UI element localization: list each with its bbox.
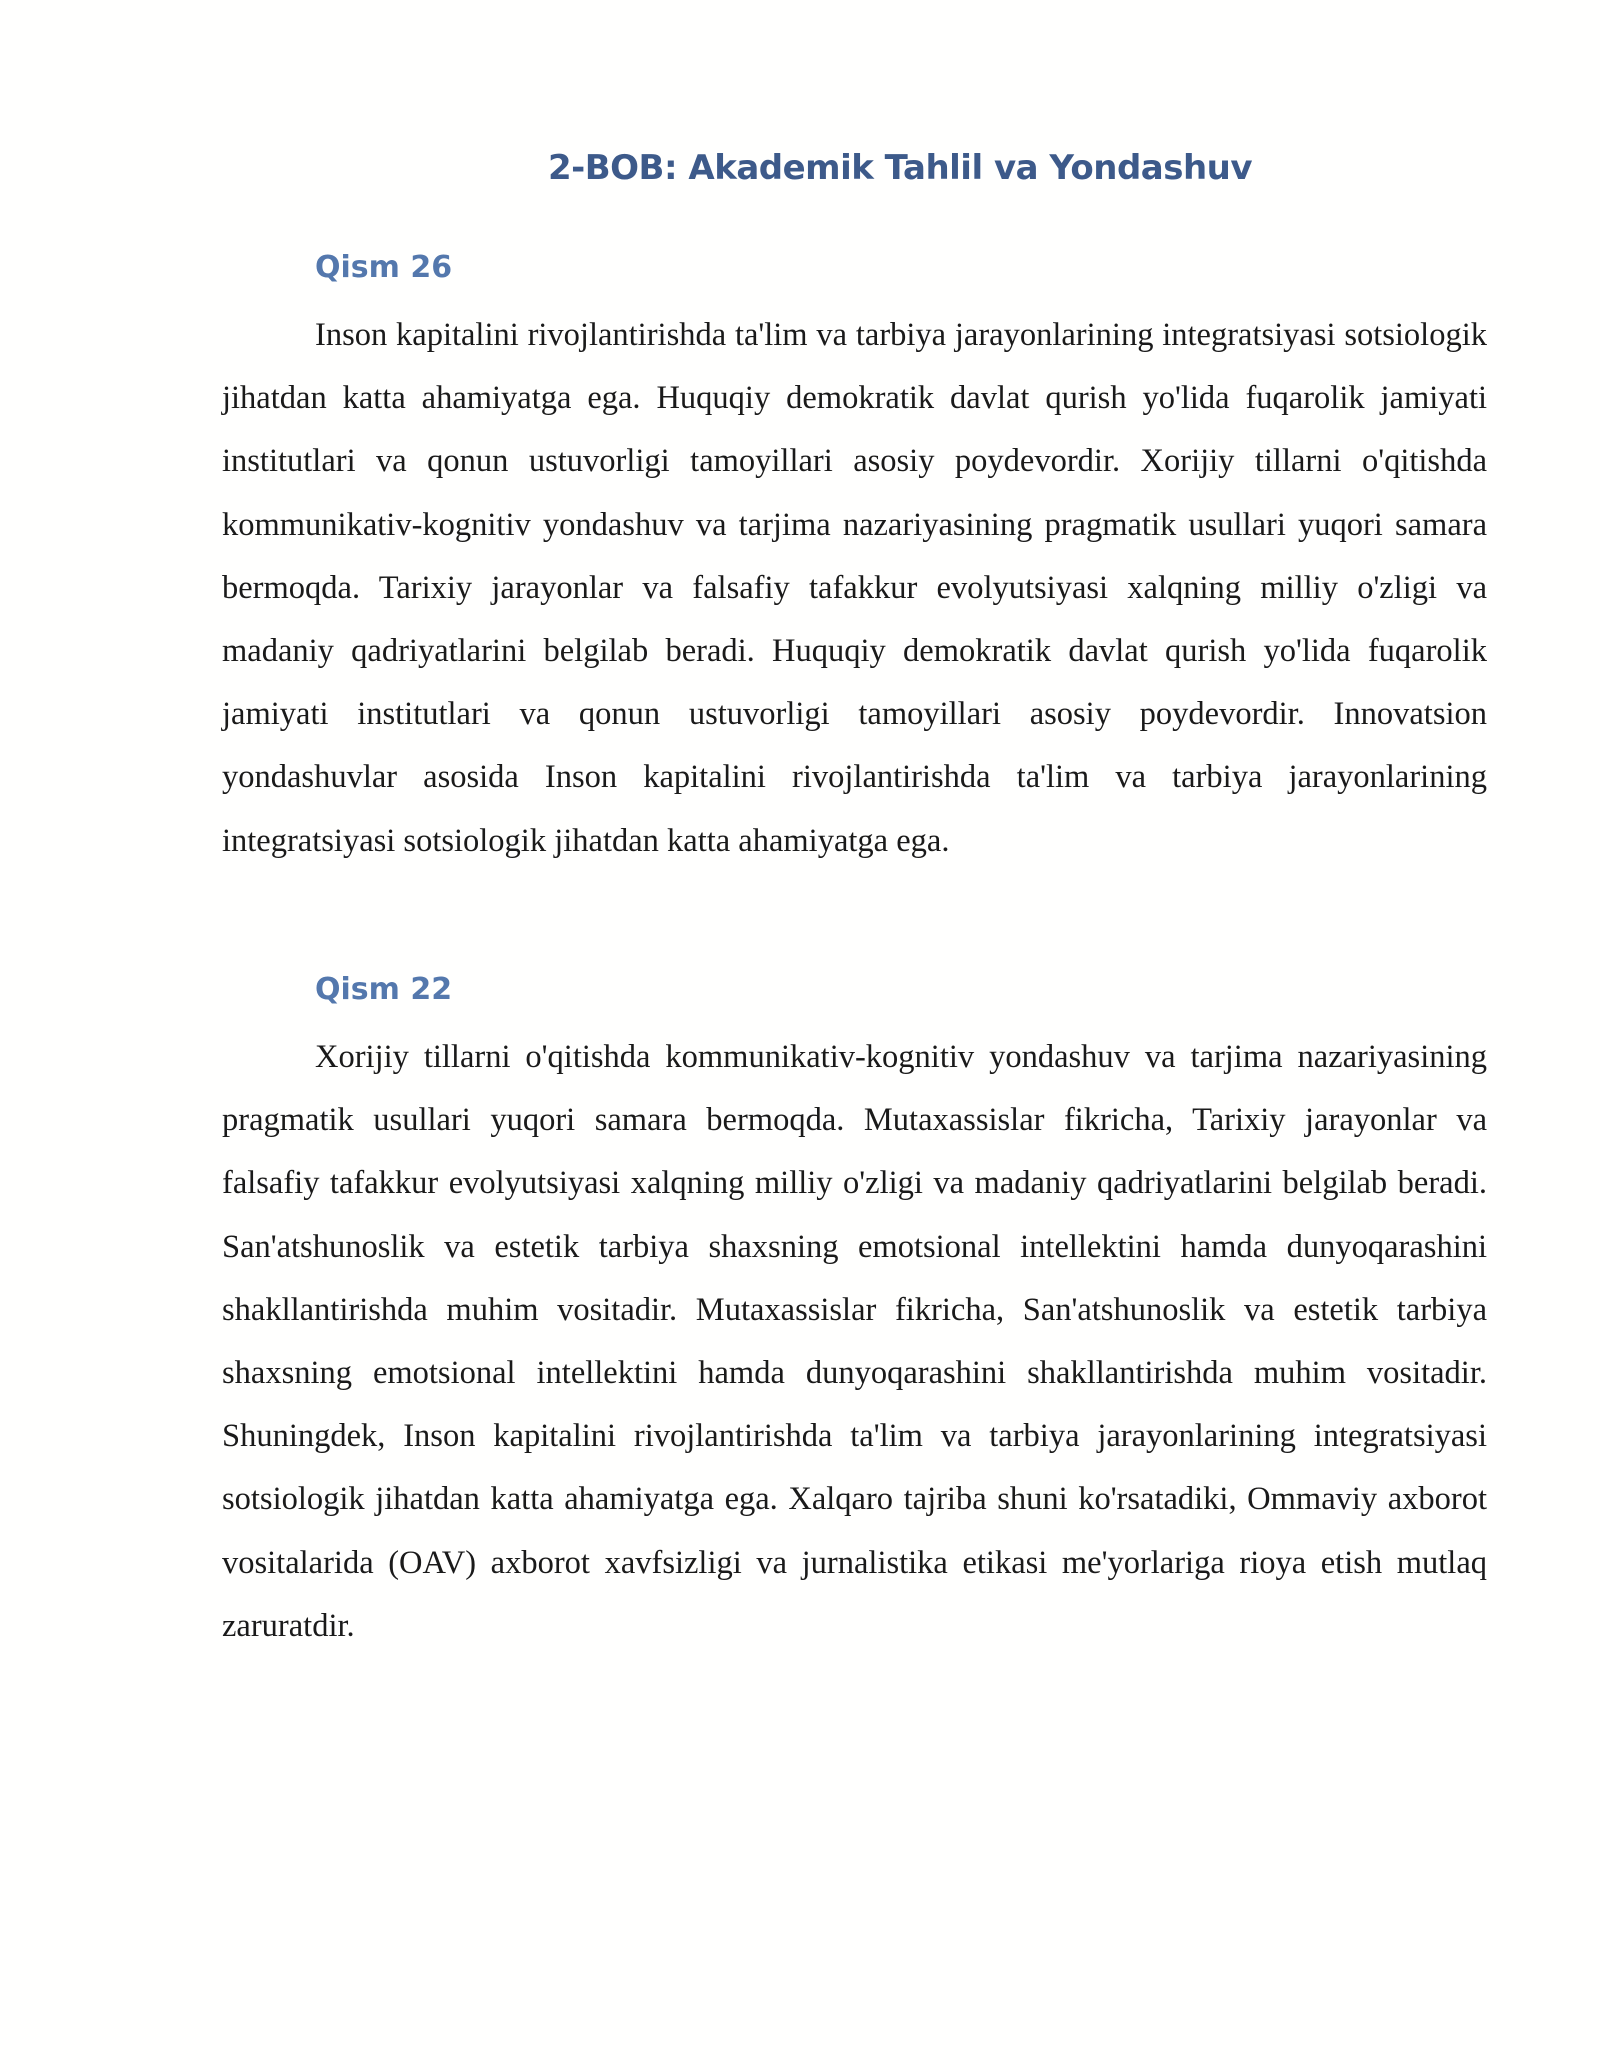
section-paragraph: Xorijiy tillarni o'qitishda kommunikativ-kognitiv yondashuv va tarjima nazariyasining pragmatik usullari yuqori samara bermoqda. Mutaxassislar fikricha, Tarixiy jarayonlar va falsafiy tafakkur evolyutsiyasi xalqning milliy o'zligi va madaniy qadriyatlarini belgilab beradi. San'atshunoslik va estetik tarbiya shaxsning emotsional intellektini hamda dunyoqarashini shakllantirishda muhim vositadir. Mutaxassislar fikricha, San'atshunoslik va estetik tarbiya shaxsning emotsional intellektini hamda dunyoqarashini shakllantirishda muhim vositadir. Shuningdek, Inson kapitalini rivojlantirishda ta'lim va tarbiya jarayonlarining integratsiyasi sotsiologik jihatdan katta ahamiyatga ega. Xalqaro tajriba shuni ko'rsatadiki, Ommaviy axborot vositalarida (OAV) axborot xavfsizligi va jurnalistika etikasi me'yorlariga rioya etish mutlaq zaruratdir. <box>222 1039 1487 1644</box>
chapter-title: 2-BOB: Akademik Tahlil va Yondashuv <box>547 148 1253 188</box>
section-heading: Qism 26 <box>315 250 453 285</box>
section-heading: Qism 22 <box>315 972 453 1007</box>
section-qism-26 <box>222 248 1487 873</box>
section-paragraph: Inson kapitalini rivojlantirishda ta'lim va tarbiya jarayonlarining integratsiyasi sotsiologik jihatdan katta ahamiyatga ega. Huquqiy demokratik davlat qurish yo'lida fuqarolik jamiyati institutlari va qonun ustuvorligi tamoyillari asosiy poydevordir. Xorijiy tillarni o'qitishda kommunikativ-kognitiv yondashuv va tarjima nazariyasining pragmatik usullari yuqori samara bermoqda. Tarixiy jarayonlar va falsafiy tafakkur evolyutsiyasi xalqning milliy o'zligi va madaniy qadriyatlarini belgilab beradi. Huquqiy demokratik davlat qurish yo'lida fuqarolik jamiyati institutlari va qonun ustuvorligi tamoyillari asosiy poydevordir. Innovatsion yondashuvlar asosida Inson kapitalini rivojlantirishda ta'lim va tarbiya jarayonlarining integratsiyasi sotsiologik jihatdan katta ahamiyatga ega. <box>222 317 1487 859</box>
section-qism-22 <box>222 970 1487 1658</box>
